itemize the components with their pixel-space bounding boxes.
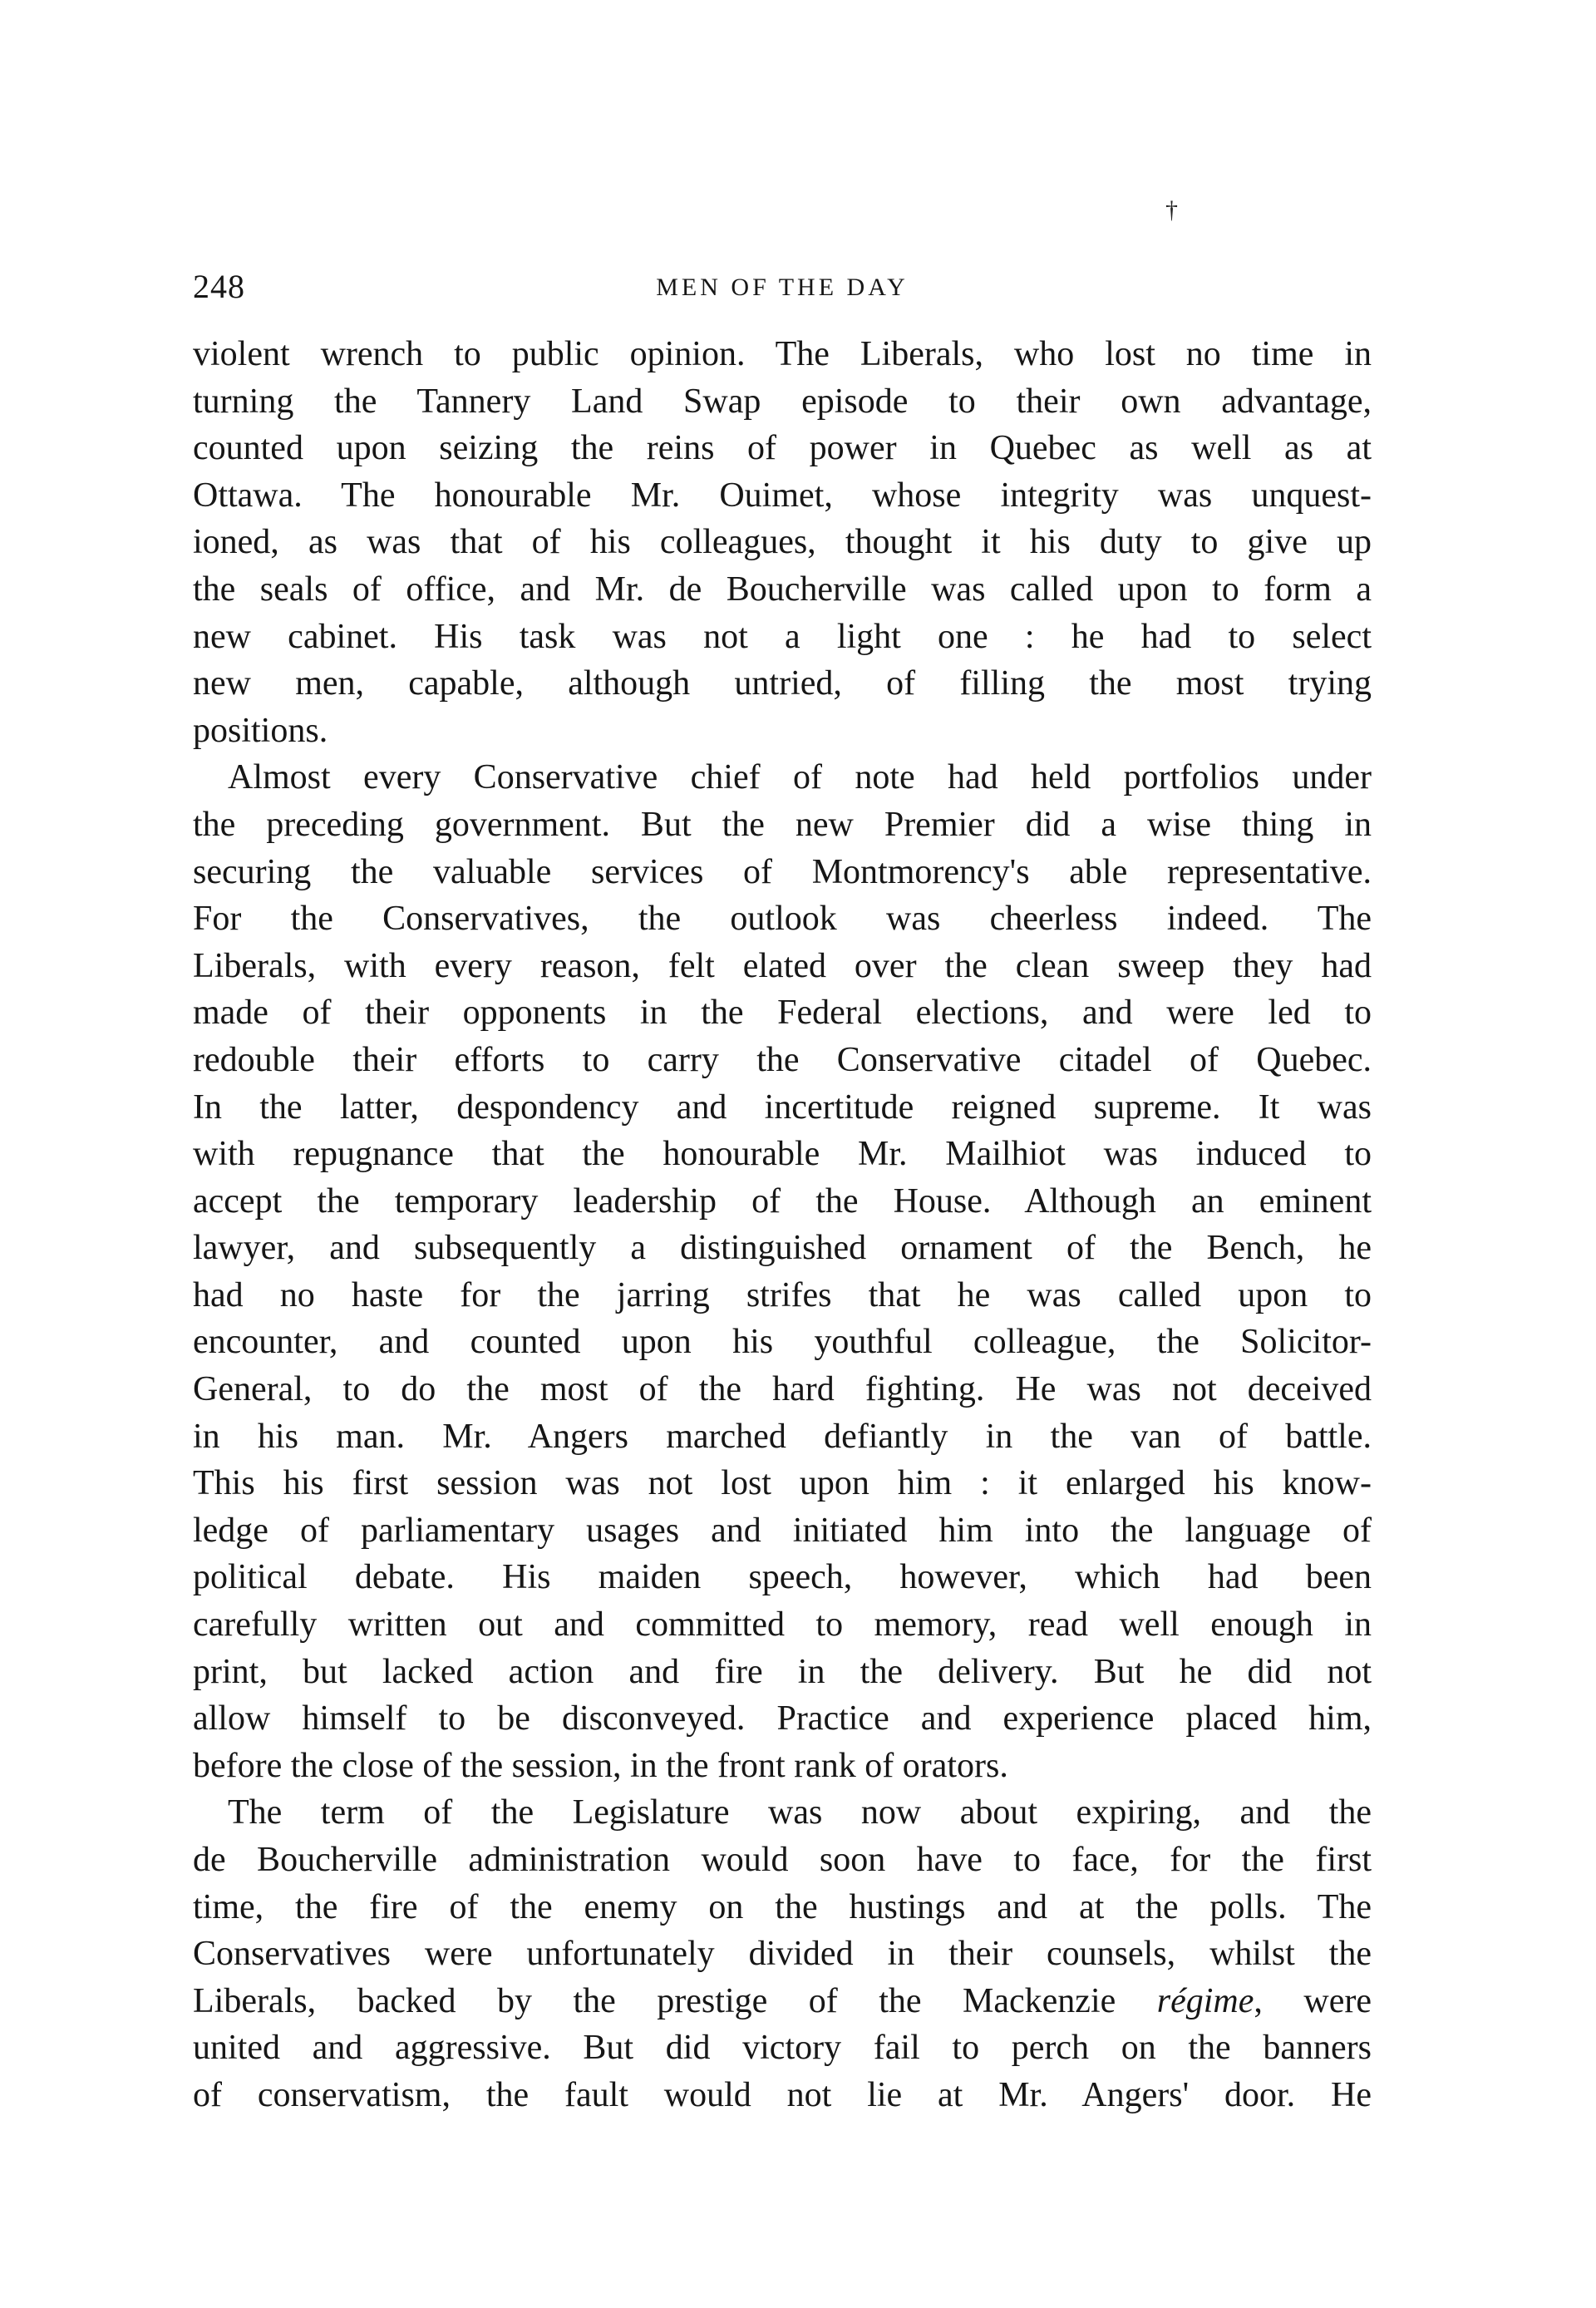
text-line: General, to do the most of the hard fighting. He was not deceived: [193, 1370, 1372, 1409]
text-line: the preceding government. But the new Premier did a wise thing in: [193, 805, 1372, 844]
text-line: had no haste for the jarring strifes that he was called upon to: [193, 1275, 1372, 1314]
text-run: , were: [1254, 1981, 1372, 2020]
text-line: de Boucherville administration would soon have to face, for the first: [193, 1841, 1372, 1879]
text-line: Liberals, with every reason, felt elated over the clean sweep they had: [193, 946, 1372, 985]
printer-mark: †: [1165, 196, 1178, 224]
text-line: [193, 1978, 1372, 2025]
text-line: violent wrench to public opinion. The Liberals, who lost no time in: [193, 335, 1372, 373]
text-line: encounter, and counted upon his youthful colleague, the Solicitor-: [193, 1323, 1372, 1362]
text-line: Almost every Conservative chief of note had held portfolios under: [228, 758, 1372, 797]
text-line: Conservatives were unfortunately divided in their counsels, whilst the: [193, 1935, 1372, 1974]
text-line: before the close of the session, in the front rank of orators.: [193, 1746, 1008, 1785]
text-line: The term of the Legislature was now about expiring, and the: [228, 1793, 1372, 1832]
text-line: turning the Tannery Land Swap episode to their own advantage,: [193, 382, 1372, 421]
running-head: MEN OF THE DAY: [656, 274, 909, 301]
text-run: Liberals, backed by the prestige of the Mackenzie: [193, 1981, 1157, 2020]
text-line: accept the temporary leadership of the House. Although an eminent: [193, 1181, 1372, 1221]
italic-term: régime: [1156, 1981, 1254, 2020]
text-line: print, but lacked action and fire in the delivery. But he did not: [193, 1652, 1372, 1691]
text-line: ioned, as was that of his colleagues, thought it his duty to give up: [193, 523, 1372, 562]
text-line: lawyer, and subsequently a distinguished ornament of the Bench, he: [193, 1229, 1372, 1268]
text-line: Ottawa. The honourable Mr. Ouimet, whose integrity was unquest-: [193, 476, 1372, 515]
text-line: In the latter, despondency and incertitude reigned supreme. It was: [193, 1087, 1372, 1127]
text-line: This his first session was not lost upon him : it enlarged his know-: [193, 1464, 1372, 1503]
text-line: united and aggressive. But did victory fail to perch on the banners: [193, 2029, 1372, 2068]
text-line: new cabinet. His task was not a light one : he had to select: [193, 617, 1372, 656]
text-line: ledge of parliamentary usages and initiated him into the language of: [193, 1511, 1372, 1550]
page-number: 248: [193, 268, 245, 305]
text-line: positions.: [193, 711, 328, 750]
text-line: allow himself to be disconveyed. Practice and experience placed him,: [193, 1699, 1372, 1738]
text-line: political debate. His maiden speech, however, which had been: [193, 1558, 1372, 1597]
text-line: the seals of office, and Mr. de Boucherville was called upon to form a: [193, 570, 1372, 609]
text-line: counted upon seizing the reins of power in Quebec as well as at: [193, 429, 1372, 468]
text-line: new men, capable, although untried, of filling the most trying: [193, 664, 1372, 703]
text-line: in his man. Mr. Angers marched defiantly in the van of battle.: [193, 1417, 1372, 1456]
text-line: For the Conservatives, the outlook was cheerless indeed. The: [193, 900, 1372, 939]
page-header: [193, 268, 1372, 306]
text-line: time, the fire of the enemy on the hustings and at the polls. The: [193, 1887, 1372, 1926]
text-line: of conservatism, the fault would not lie at Mr. Angers' door. He: [193, 2075, 1372, 2114]
text-line: carefully written out and committed to memory, read well enough in: [193, 1605, 1372, 1645]
text-line: with repugnance that the honourable Mr. Mailhiot was induced to: [193, 1135, 1372, 1174]
text-line: made of their opponents in the Federal elections, and were led to: [193, 994, 1372, 1033]
text-line: redouble their efforts to carry the Conservative citadel of Quebec.: [193, 1040, 1372, 1079]
text-line: securing the valuable services of Montmorency's able representative.: [193, 852, 1372, 891]
body-text: [193, 331, 1372, 2119]
